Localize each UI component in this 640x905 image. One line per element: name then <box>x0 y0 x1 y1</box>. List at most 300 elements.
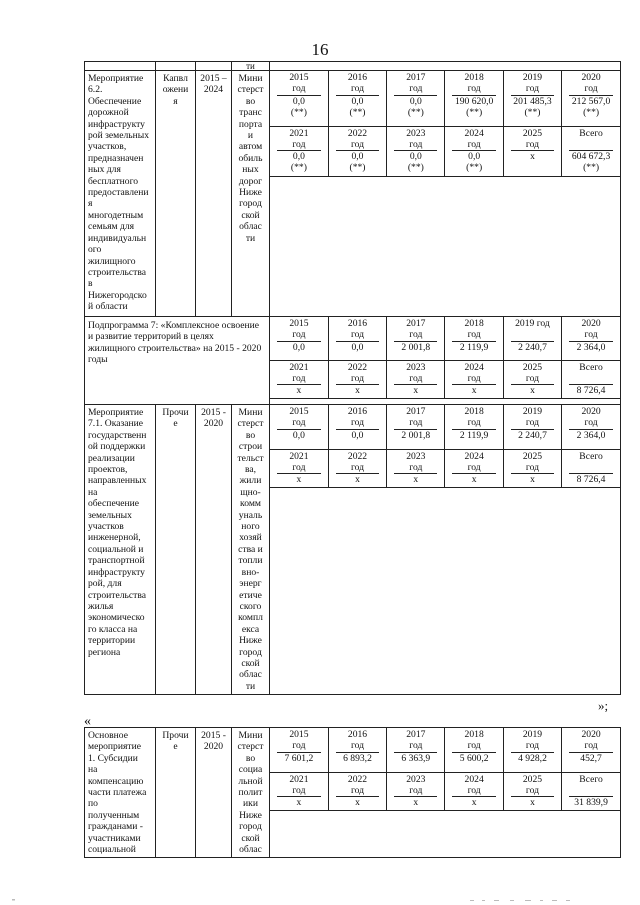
activity-6-2-name-line: Обеспечение <box>88 95 142 107</box>
financing-value: 5 600,2 <box>459 752 489 764</box>
continuation-row <box>85 62 621 71</box>
year-unit-label: год <box>277 139 321 151</box>
year-unit-label: год <box>452 417 495 429</box>
year-cell <box>503 772 561 811</box>
activity-7-1-executor-line: ской <box>241 657 260 669</box>
closing-quote-mark: »; <box>598 698 609 713</box>
financing-value: 0,0 <box>292 151 305 163</box>
financing-value: x <box>530 797 535 809</box>
year-label: 2025 <box>522 361 543 373</box>
activity-7-1-name-line: 7.1. Оказание <box>88 418 144 430</box>
year-unit-label: год <box>394 83 437 95</box>
activity-6-2-name-line: 6.2. <box>88 84 103 96</box>
activity-7-1-name-line: Мероприятие <box>88 407 144 418</box>
year-label: 2025 <box>522 127 543 139</box>
activity-6-2-year-grid <box>270 71 620 177</box>
year-grid-row <box>270 71 620 126</box>
year-cell <box>445 449 503 488</box>
activity-7-1-executor <box>232 405 270 695</box>
year-cell <box>562 71 620 126</box>
year-label: 2015 <box>289 72 309 83</box>
subprogram-7-row <box>85 317 621 405</box>
financing-value: 0,0 <box>292 341 305 353</box>
activity-6-2-executor-line: ных <box>242 164 259 176</box>
financing-value: 0,0 <box>292 95 305 107</box>
year-label: 2020 <box>581 318 601 329</box>
year-cell <box>387 728 445 772</box>
year-unit-label <box>569 785 613 797</box>
activity-7-1-executor-line: щно- <box>240 486 261 498</box>
year-label: 2015 <box>289 318 309 329</box>
year-label: 2022 <box>347 127 368 139</box>
financing-value: 0,0 <box>351 151 364 163</box>
year-label: 2018 <box>464 729 484 740</box>
financing-note: (**) <box>583 162 600 174</box>
main-activity-1-name-line: социальной <box>88 844 136 856</box>
financing-note: (**) <box>290 106 307 118</box>
year-label: 2016 <box>347 318 368 329</box>
activity-7-1-name-line: реализации <box>88 452 135 464</box>
main-activity-1-executor-line: Мини <box>238 730 263 741</box>
year-unit-label: год <box>394 417 437 429</box>
year-cell <box>328 449 386 488</box>
year-unit-label: год <box>277 83 321 95</box>
year-unit-label: год <box>394 373 437 385</box>
activity-7-1-executor-line: уналь <box>238 509 263 521</box>
year-unit-label: год <box>394 329 437 341</box>
year-unit-label: год <box>277 417 321 429</box>
financing-value: 0,0 <box>351 341 364 353</box>
financing-value: 0,0 <box>409 95 422 107</box>
year-unit-label: год <box>394 785 437 797</box>
activity-6-2-name-line: в <box>88 278 93 290</box>
year-label: 2025 <box>522 773 543 785</box>
year-label: 2025 <box>522 450 543 462</box>
activity-7-1-executor-line: энерг <box>239 578 262 590</box>
year-cell <box>387 772 445 811</box>
activity-6-2-name-line: инфраструкту <box>88 118 145 130</box>
activity-6-2-name-line: рой земельных <box>88 130 150 142</box>
main-activity-1-name-line: Основное <box>88 730 128 741</box>
activity-7-1-executor-line: топли <box>238 555 263 567</box>
activity-7-1-executor-line: хозяй <box>239 532 262 544</box>
subprogram-7-title-line: жилищного строительства» на 2015 - 2020 <box>88 342 262 354</box>
year-label: 2024 <box>464 450 484 462</box>
activity-7-1-name <box>85 405 156 695</box>
year-cell <box>387 449 445 488</box>
activity-6-2-name-line: предоставлени <box>88 187 149 199</box>
bottom-table <box>84 727 621 858</box>
financing-value: 212 567,0 <box>571 95 611 107</box>
activity-6-2-name-line: ого <box>88 244 102 256</box>
year-label: Всего <box>579 773 603 785</box>
financing-value: 2 364,0 <box>576 429 606 441</box>
year-cell <box>562 360 620 399</box>
financing-value: x <box>355 797 360 809</box>
year-label: 2017 <box>406 318 426 329</box>
main-activity-1-name-line: мероприятие <box>88 741 141 753</box>
year-cell <box>270 71 328 126</box>
year-cell <box>562 317 620 360</box>
financing-value: x <box>530 474 535 486</box>
financing-value: 8 726,4 <box>576 474 606 486</box>
year-unit-label: год <box>336 462 379 474</box>
main-activity-1-name-line: 1. Субсидии <box>88 752 138 764</box>
year-cell <box>503 405 561 449</box>
activity-6-2-name-line: Мероприятие <box>88 73 144 84</box>
activity-6-2-name-line: жилищного <box>88 255 136 267</box>
year-unit-label: год <box>511 462 554 474</box>
year-grid-row <box>270 449 620 488</box>
activity-7-1-name-line: го класса на <box>88 623 138 635</box>
main-activity-1-name-line: части платежа <box>88 787 147 799</box>
activity-6-2-executor-line: порта <box>238 118 263 130</box>
financing-value: x <box>530 151 535 163</box>
year-grid-row <box>270 405 620 449</box>
activity-7-1-name-line: региона <box>88 646 121 658</box>
activity-7-1-name-line: инфраструкту <box>88 566 145 578</box>
activity-6-2-name-line: индивидуальн <box>88 232 147 244</box>
year-label: 2022 <box>347 773 368 785</box>
year-label: 2022 <box>347 450 368 462</box>
year-unit-label: год <box>336 373 379 385</box>
activity-6-2-name-line: дорожной <box>88 107 129 119</box>
activity-7-1-executor-line: город <box>239 646 262 658</box>
activity-7-1-executor-line: жили <box>239 475 262 487</box>
year-cell <box>445 126 503 176</box>
activity-7-1-executor-line: ного <box>241 521 260 533</box>
main-activity-1-executor-line: Ниже <box>239 809 262 821</box>
year-cell <box>328 317 386 360</box>
activity-7-1-name-line: государственн <box>88 429 147 441</box>
main-activity-1-period-line: 2020 <box>203 741 224 753</box>
financing-value: 6 363,9 <box>401 752 431 764</box>
year-unit-label <box>569 373 613 385</box>
activity-6-2-executor-line: Мини <box>238 73 263 84</box>
activity-6-2-name-line: я <box>88 198 93 210</box>
activity-6-2-executor-line: во <box>245 95 256 107</box>
year-label: Всего <box>579 127 603 139</box>
activity-7-1-name-line: земельных <box>88 509 132 521</box>
activity-6-2-name-line: бесплатного <box>88 175 139 187</box>
year-unit-label: год <box>277 329 321 341</box>
activity-6-2-type-line: ожени <box>162 84 189 96</box>
financing-value: 190 620,0 <box>454 95 494 107</box>
year-label: 2018 <box>464 72 484 83</box>
year-label: 2024 <box>464 127 484 139</box>
year-cell <box>387 405 445 449</box>
activity-7-1-executor-line: ти <box>245 680 256 692</box>
financing-value: 2 240,7 <box>518 341 547 353</box>
main-activity-1-executor-line: ской <box>241 832 260 844</box>
main-activity-1-type-line: е <box>173 741 178 753</box>
year-cell <box>387 360 445 399</box>
scan-artifact-marks <box>0 895 640 905</box>
top-table <box>84 61 621 695</box>
financing-value: x <box>413 797 419 809</box>
year-cell <box>270 449 328 488</box>
year-cell <box>387 126 445 176</box>
year-unit-label: год <box>336 329 379 341</box>
financing-note: (**) <box>466 106 483 118</box>
main-activity-1-name-line: по <box>88 798 98 810</box>
year-unit-label: год <box>511 417 554 429</box>
activity-6-2-name-line: участков, <box>88 141 127 153</box>
year-label: 2017 <box>406 72 426 83</box>
activity-6-2-executor-line: ской <box>241 209 260 221</box>
year-unit-label: год <box>452 329 495 341</box>
year-label: 2015 <box>289 406 309 417</box>
financing-note: (**) <box>290 162 307 174</box>
continuation-fragment: ти <box>232 62 270 71</box>
activity-6-2-executor-line: обиль <box>238 152 263 164</box>
year-unit-label <box>569 462 613 474</box>
page-number: 16 <box>311 40 329 59</box>
main-activity-1-executor-line: облас <box>239 844 262 856</box>
year-label: 2019 год <box>515 318 550 329</box>
year-label: 2021 <box>289 361 309 373</box>
activity-6-2-period-line: 2015 – <box>200 73 227 84</box>
year-cell <box>562 449 620 488</box>
main-activity-1-executor-line: во <box>245 752 256 764</box>
year-cell <box>503 317 561 360</box>
activity-6-2-executor-line: и <box>247 130 254 142</box>
year-label: 2020 <box>581 72 601 83</box>
year-grid-row <box>270 317 620 360</box>
year-cell <box>562 126 620 176</box>
financing-value: 31 839,9 <box>574 797 608 809</box>
financing-note: (**) <box>407 106 424 118</box>
year-unit-label: год <box>452 83 495 95</box>
financing-value: x <box>413 385 419 397</box>
financing-note: (**) <box>407 162 424 174</box>
activity-7-1-executor-line: строи <box>238 441 263 453</box>
activity-7-1-executor-line: комм <box>240 498 261 510</box>
main-activity-1-type <box>156 728 196 858</box>
year-unit-label: год <box>569 740 613 752</box>
year-label: 2021 <box>289 450 309 462</box>
year-label: 2016 <box>347 729 368 740</box>
subprogram-7-title <box>85 317 270 405</box>
financing-value: 4 928,2 <box>518 752 547 764</box>
year-unit-label: год <box>452 462 495 474</box>
year-label: 2024 <box>464 773 484 785</box>
year-cell <box>503 126 561 176</box>
activity-6-2-executor-line: Ниже <box>239 187 262 199</box>
year-label: 2020 <box>581 729 601 740</box>
activity-7-1-executor-line: стерст <box>237 418 264 430</box>
activity-6-2-type <box>156 71 196 317</box>
year-cell <box>445 772 503 811</box>
activity-7-1-financing <box>270 405 621 695</box>
year-unit-label: год <box>336 785 379 797</box>
year-cell <box>503 728 561 772</box>
year-unit-label <box>511 329 554 341</box>
subprogram-7-title-line: и развитие территорий в целях <box>88 331 214 343</box>
activity-6-2-period <box>196 71 232 317</box>
year-cell <box>270 772 328 811</box>
year-cell <box>503 360 561 399</box>
main-activity-1-name-line: участниками <box>88 832 141 844</box>
main-activity-1-executor-line: стерст <box>237 741 264 753</box>
activity-6-2-executor-line: ти <box>245 232 256 244</box>
financing-note: (**) <box>583 106 600 118</box>
year-grid-row <box>270 728 620 772</box>
activity-7-1-period-line: 2015 - <box>201 407 226 418</box>
activity-7-1-name-line: на <box>88 486 98 498</box>
financing-value: 0,0 <box>468 151 481 163</box>
opening-quote-mark: « <box>84 714 91 729</box>
year-unit-label: год <box>511 740 554 752</box>
financing-value: 2 119,9 <box>459 341 489 353</box>
main-activity-1-name-line: полученным <box>88 809 140 821</box>
activity-7-1-year-grid <box>270 405 620 488</box>
year-cell <box>270 405 328 449</box>
activity-6-2-name <box>85 71 156 317</box>
financing-value: 0,0 <box>351 429 364 441</box>
main-activity-1-type-line: Прочи <box>162 730 189 741</box>
year-cell <box>270 360 328 399</box>
year-label: 2019 <box>522 72 543 83</box>
activity-7-1-period <box>196 405 232 695</box>
main-activity-1-period-line: 2015 - <box>201 730 226 741</box>
year-label: 2023 <box>406 773 426 785</box>
activity-6-2-row <box>85 71 621 317</box>
year-label: 2023 <box>406 127 426 139</box>
activity-6-2-executor <box>232 71 270 317</box>
year-cell <box>445 71 503 126</box>
activity-7-1-executor-line: етиче <box>239 589 262 601</box>
financing-value: 0,0 <box>409 151 422 163</box>
financing-value: 2 364,0 <box>576 341 606 353</box>
activity-6-2-executor-line: стерст <box>237 84 264 96</box>
year-cell <box>445 728 503 772</box>
financing-value: x <box>413 474 419 486</box>
main-activity-1-year-grid <box>270 728 620 811</box>
year-unit-label: год <box>511 139 554 151</box>
activity-7-1-type-line: е <box>173 418 178 430</box>
year-cell <box>328 772 386 811</box>
year-label: Всего <box>579 361 603 373</box>
financing-note: (**) <box>466 162 483 174</box>
year-unit-label: год <box>277 740 321 752</box>
activity-7-1-name-line: жилья <box>88 600 114 612</box>
activity-7-1-executor-line: ва, <box>244 464 257 476</box>
activity-6-2-name-line: строительства <box>88 266 147 278</box>
main-activity-1-executor <box>232 728 270 858</box>
activity-7-1-name-line: рой, для <box>88 578 122 590</box>
financing-value: x <box>355 474 360 486</box>
activity-6-2-type-line: я <box>173 95 178 107</box>
activity-6-2-financing <box>270 71 621 317</box>
year-cell <box>445 360 503 399</box>
year-unit-label: год <box>452 139 495 151</box>
year-unit-label <box>569 139 613 151</box>
year-cell <box>503 71 561 126</box>
activity-7-1-name-line: обеспечение <box>88 498 140 510</box>
financing-value: 2 001,8 <box>401 429 431 441</box>
financing-value: 2 119,9 <box>459 429 489 441</box>
activity-7-1-executor-line: облас <box>239 669 262 681</box>
year-unit-label: год <box>394 462 437 474</box>
activity-7-1-executor-line: екса <box>241 623 260 635</box>
year-unit-label: год <box>336 139 379 151</box>
year-grid-row <box>270 772 620 811</box>
financing-note: (**) <box>349 106 366 118</box>
year-grid-row <box>270 360 620 399</box>
activity-7-1-executor-line: тельст <box>237 452 264 464</box>
year-unit-label: год <box>511 373 554 385</box>
financing-value: x <box>296 474 302 486</box>
year-unit-label: год <box>336 83 379 95</box>
financing-value: 7 601,2 <box>284 752 314 764</box>
financing-note: (**) <box>349 162 366 174</box>
year-cell <box>328 728 386 772</box>
year-unit-label: год <box>277 785 321 797</box>
subprogram-7-title-line: Подпрограмма 7: «Комплексное освоение <box>88 320 260 331</box>
financing-value: x <box>355 385 360 397</box>
year-label: 2015 <box>289 729 309 740</box>
financing-value: x <box>471 474 477 486</box>
year-unit-label: год <box>511 83 554 95</box>
financing-value: 604 672,3 <box>571 151 611 163</box>
year-cell <box>562 405 620 449</box>
year-label: 2021 <box>289 127 309 139</box>
year-unit-label: год <box>394 139 437 151</box>
year-unit-label: год <box>569 83 613 95</box>
year-unit-label: год <box>394 740 437 752</box>
main-activity-1-financing <box>270 728 621 858</box>
year-label: 2019 <box>522 406 543 417</box>
subprogram-7-title-line: годы <box>88 354 108 366</box>
year-cell <box>445 317 503 360</box>
financing-value: 2 001,8 <box>401 341 431 353</box>
financing-value: 8 726,4 <box>576 385 606 397</box>
activity-6-2-name-line: предназначен <box>88 152 144 164</box>
year-label: Всего <box>579 450 603 462</box>
activity-6-2-name-line: Нижегородско <box>88 289 147 301</box>
year-label: 2019 <box>522 729 543 740</box>
activity-7-1-executor-line: во <box>245 429 256 441</box>
year-cell <box>445 405 503 449</box>
year-cell <box>562 772 620 811</box>
year-unit-label: год <box>511 785 554 797</box>
activity-6-2-executor-line: дорог <box>238 175 263 187</box>
year-cell <box>503 449 561 488</box>
year-cell <box>270 126 328 176</box>
activity-6-2-executor-line: транс <box>239 107 262 119</box>
year-label: 2020 <box>581 406 601 417</box>
main-activity-1-name <box>85 728 156 858</box>
financing-value: 2 240,7 <box>518 429 547 441</box>
activity-7-1-name-line: направленных <box>88 475 147 487</box>
year-cell <box>328 71 386 126</box>
activity-7-1-type-line: Прочи <box>162 407 189 418</box>
activity-7-1-executor-line: компл <box>238 612 263 624</box>
year-label: 2017 <box>406 406 426 417</box>
activity-7-1-type <box>156 405 196 695</box>
year-cell <box>270 728 328 772</box>
activity-6-2-executor-line: облас <box>239 221 262 233</box>
year-label: 2022 <box>347 361 368 373</box>
main-activity-1-name-line: компенсацию <box>88 775 144 787</box>
main-activity-1-row <box>85 728 621 858</box>
activity-7-1-name-line: социальной и <box>88 543 144 555</box>
activity-6-2-name-line: й области <box>88 301 128 313</box>
financing-value: 0,0 <box>292 429 305 441</box>
main-activity-1-executor-line: город <box>239 821 262 833</box>
year-unit-label: год <box>452 373 495 385</box>
